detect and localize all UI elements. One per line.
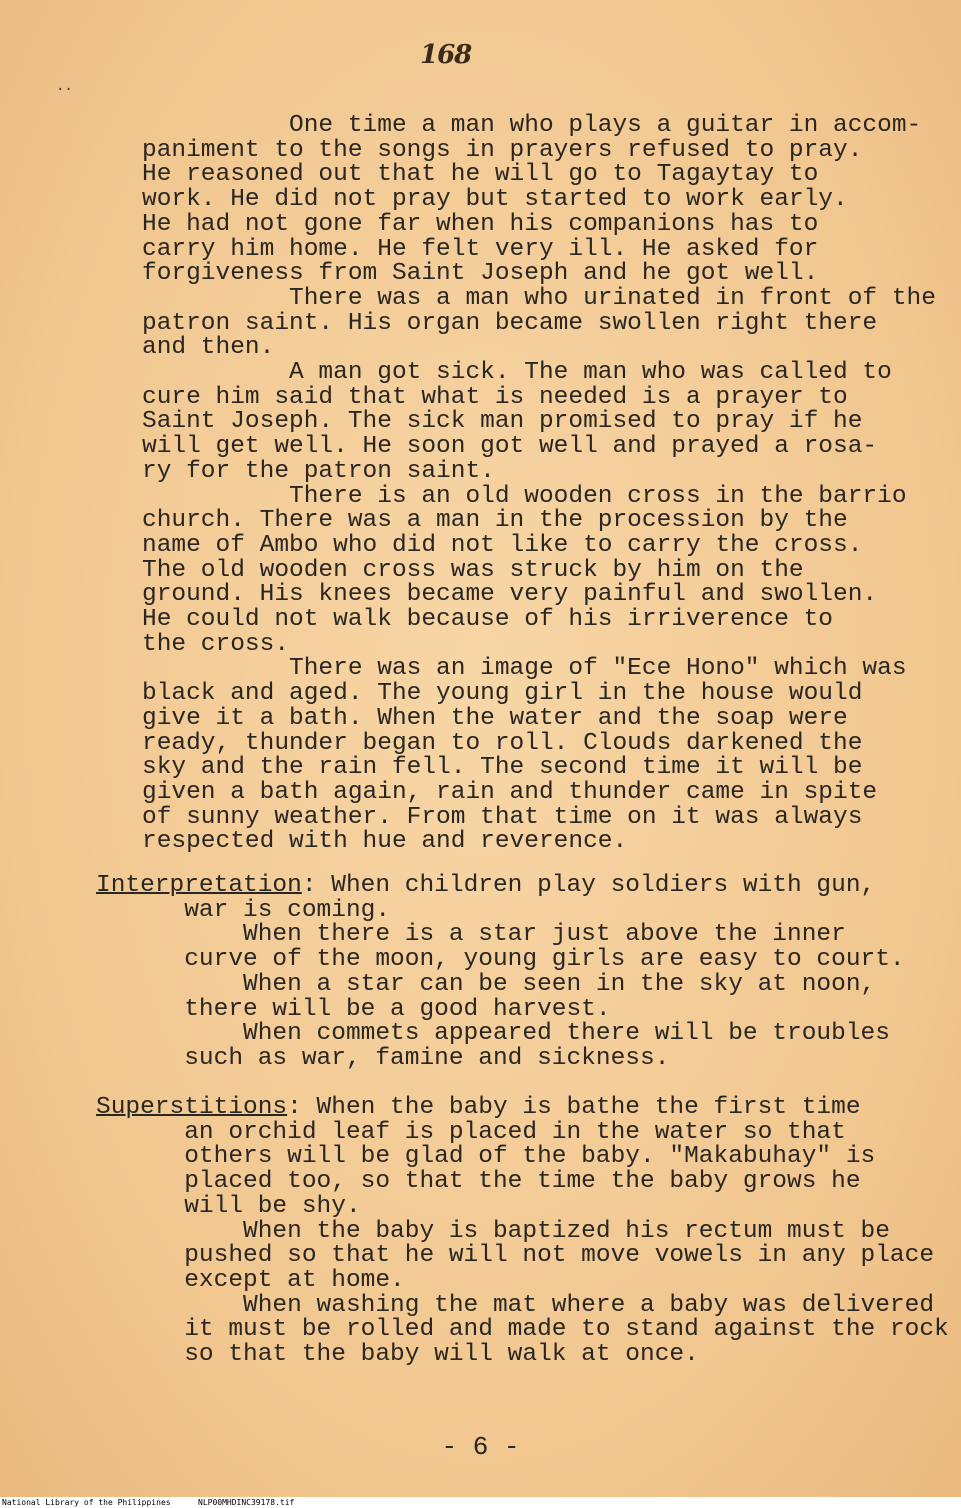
paragraph-guitar-man: One time a man who plays a guitar in accom- paniment to the songs in prayers refused to pray. He reasoned out that he will go to Tagaytay to work. He did not pray but started to work early. He had not gone far when his companions has to carry him home. He felt very ill. He asked for forgiveness from Saint Joseph and he got well.: [142, 112, 922, 288]
narrative-text: [142, 114, 936, 855]
superstitions-heading: Superstitions: [96, 1094, 288, 1121]
scan-footer: [0, 1497, 961, 1508]
paragraph-ece-hono: There was an image of "Ece Hono" which was black and aged. The young girl in the house would give it a bath. When the water and the soap were ready, thunder began to roll. Clouds darkened the sky and the rain fell. The second time it will be given a bath again, rain and thunder came in spite of sunny weather. From that time on it was always respected with hue and reverence.: [142, 655, 907, 856]
corner-mark: ..: [56, 78, 73, 94]
paragraph-urinated-man: There was a man who urinated in front of the patron saint. His organ became swollen right there and then.: [142, 284, 936, 362]
superstitions-body: an orchid leaf is placed in the water so that others will be glad of the baby. "Makabuhay" is placed too, so that the time the baby grows he will be shy. When the baby is baptized his rectum must be pushed so that he will not move vowels in any place except at home. When washing the mat where a baby was delivered it must be rolled and made to stand against the rock so that the baby will walk at once.: [184, 1118, 949, 1369]
page-number: - 6 -: [441, 1432, 520, 1462]
interpretation-first-line: : When children play soldiers with gun,: [301, 872, 876, 899]
interpretation-heading: Interpretation: [96, 872, 302, 899]
interpretation-body: war is coming. When there is a star just above the inner curve of the moon, young girls are easy to court. When a star can be seen in the sky at noon, there will be a good harvest. When commets appeared there will be troubles such as war, famine and sickness.: [184, 896, 905, 1072]
superstitions-section: [96, 1096, 949, 1368]
paragraph-sick-man: A man got sick. The man who was called to cure him said that what is needed is a prayer to Saint Joseph. The sick man promised to pray if he will get well. He soon got well and prayed a rosa- ry for the patron saint.: [142, 359, 892, 485]
footer-library: National Library of the Philippines: [2, 1498, 171, 1507]
interpretation-section: [96, 874, 905, 1072]
paragraph-wooden-cross: There is an old wooden cross in the barrio church. There was a man in the procession by the name of Ambo who did not like to carry the cross. The old wooden cross was struck by him on the ground. His knees became very painful and swollen. He could not walk because of his irriverence to the cross.: [142, 482, 907, 658]
footer-file: NLP00MHDINC39178.tif: [198, 1498, 295, 1507]
superstitions-first-line: : When the baby is bathe the first time: [287, 1094, 861, 1121]
handwritten-page-number: 168: [420, 40, 472, 70]
